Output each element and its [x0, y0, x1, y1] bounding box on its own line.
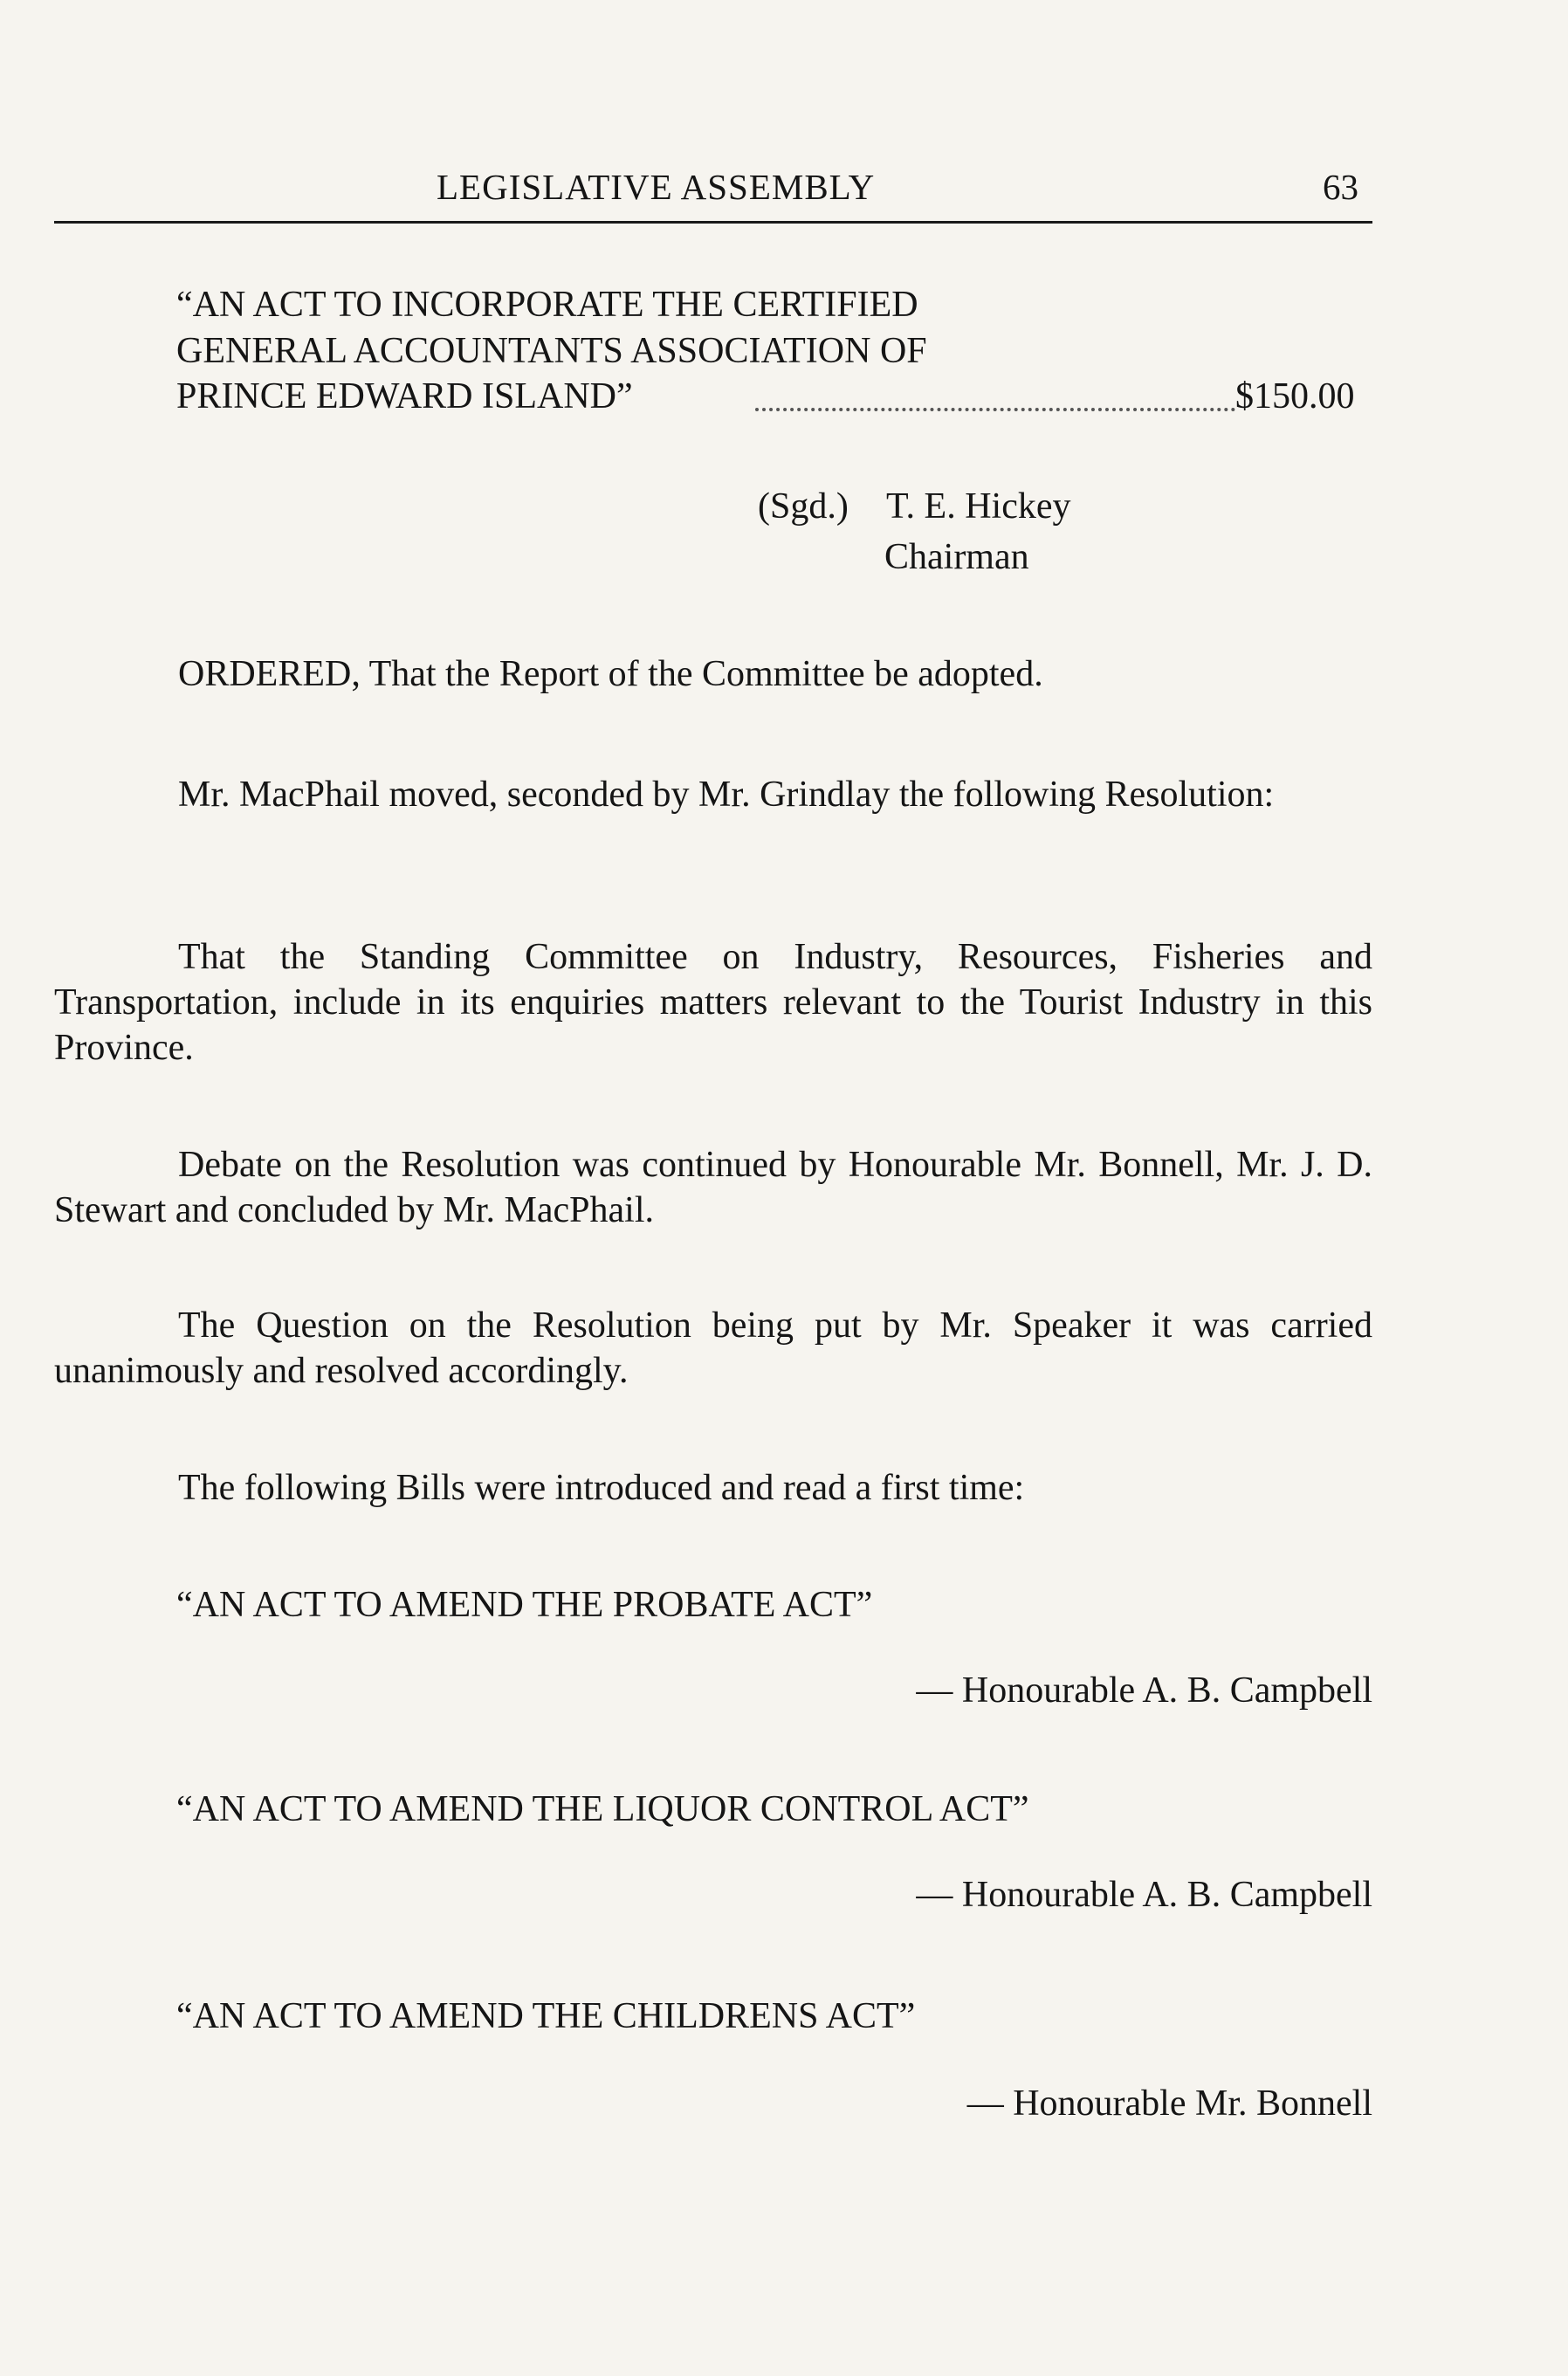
act-title-line-2: GENERAL ACCOUNTANTS ASSOCIATION OF [176, 331, 927, 371]
bill-sponsor-childrens: — Honourable Mr. Bonnell [966, 2083, 1372, 2124]
page-number: 63 [1323, 167, 1358, 207]
act-title-line-3: PRINCE EDWARD ISLAND” [176, 376, 633, 417]
act-title-line-1: “AN ACT TO INCORPORATE THE CERTIFIED [176, 285, 918, 325]
debate-paragraph: Debate on the Resolution was continued by Honourable Mr. Bonnell, Mr. J. D. Stewart and concluded by Mr. MacPhail. [54, 1145, 1372, 1230]
signature-prefix: (Sgd.) [758, 486, 849, 527]
signature-title: Chairman [884, 537, 1029, 577]
motion-paragraph: Mr. MacPhail moved, seconded by Mr. Grindlay the following Resolution: [178, 775, 1275, 815]
bill-title-childrens: “AN ACT TO AMEND THE CHILDRENS ACT” [176, 1996, 916, 2036]
bill-title-probate: “AN ACT TO AMEND THE PROBATE ACT” [176, 1585, 873, 1625]
fee-amount: $150.00 [1235, 376, 1355, 417]
ordered-paragraph: ORDERED, That the Report of the Committee be adopted. [178, 654, 1043, 694]
bills-intro: The following Bills were introduced and read a first time: [178, 1468, 1025, 1508]
bill-title-liquor-control: “AN ACT TO AMEND THE LIQUOR CONTROL ACT” [176, 1789, 1029, 1829]
dot-leader [755, 408, 1235, 411]
question-paragraph: The Question on the Resolution being put by Mr. Speaker it was carried unanimously and resolved accordingly. [54, 1305, 1372, 1391]
resolution-paragraph: That the Standing Committee on Industry, Resources, Fisheries and Transportation, include in its enquiries matters relevant to the Tourist Industry in this Province. [54, 937, 1372, 1068]
signature-name: T. E. Hickey [886, 486, 1071, 527]
header-rule [54, 221, 1372, 224]
running-head: LEGISLATIVE ASSEMBLY [437, 167, 876, 207]
bill-sponsor-liquor-control: — Honourable A. B. Campbell [916, 1875, 1372, 1915]
bill-sponsor-probate: — Honourable A. B. Campbell [916, 1670, 1372, 1711]
